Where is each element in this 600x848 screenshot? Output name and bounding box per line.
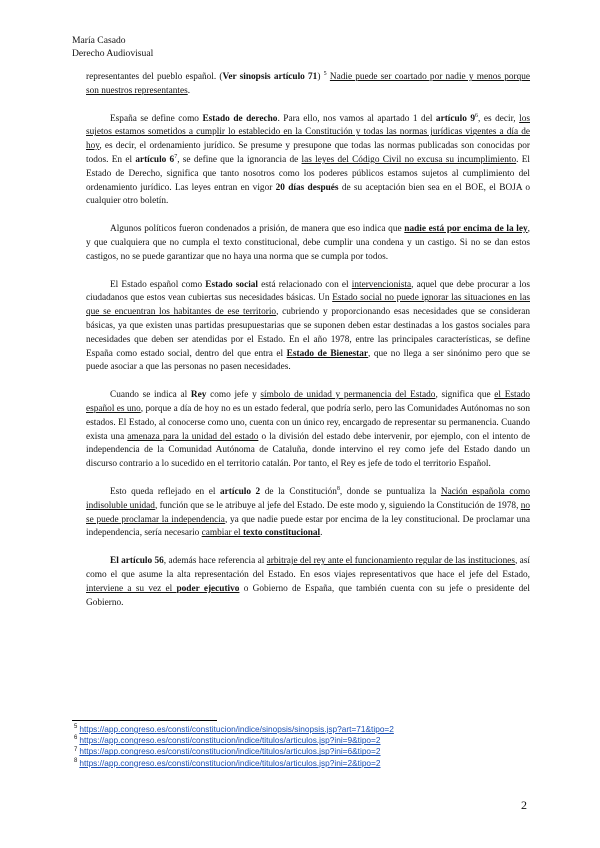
text: o la división del estado debe intervenir, por ejemplo, con el intento de independencia de la Comunidad Autónoma de Cataluña, donde intervino el rey como jefe del Estado dando un discurso contrario a lo sucedido en el territorio catalán. Por tanto, el Rey es jefe de todo el territorio Español.	[86, 431, 530, 470]
text: de la Constitución	[260, 486, 337, 497]
footnote-link[interactable]: https://app.congreso.es/consti/constitucion/indice/titulos/articulos.jsp?ini=9&tipo=2	[79, 735, 381, 746]
text: está relacionado con el	[258, 279, 352, 290]
footnote-item	[74, 735, 394, 746]
underlined-text: interviene a su vez el	[86, 583, 177, 594]
underlined-text: Nadie puede ser coartado por nadie y menos porque son nuestros representantes	[86, 72, 531, 96]
text: )	[317, 72, 324, 82]
text: , función que se le atribuye al jefe del Estado. De este modo y, siguiendo la Constitución de 1978,	[154, 500, 521, 511]
paragraph-condenados	[86, 223, 530, 264]
underlined-text: las leyes del Código Civil no excusa su incumplimiento	[301, 154, 517, 165]
text: .	[320, 528, 323, 539]
document-body	[86, 71, 530, 624]
footnote-separator	[72, 720, 217, 721]
text: , es decir,	[478, 113, 520, 124]
bold-text: 20 días después	[275, 182, 339, 193]
text: , se define que la ignorancia de	[177, 154, 302, 165]
footnote-ref[interactable]: 6	[475, 112, 479, 119]
footnote-item	[74, 724, 394, 735]
bold-text: Ver sinopsis artículo 71	[222, 72, 318, 82]
text: , donde se puntualiza la	[339, 486, 441, 497]
text: , significa que	[435, 390, 495, 401]
footnote-link[interactable]: https://app.congreso.es/consti/constitucion/indice/titulos/articulos.jsp?ini=2&tipo=2	[79, 757, 381, 768]
underlined-text: Nación española como indisoluble unidad	[86, 486, 530, 511]
paragraph-articulo-2	[86, 486, 530, 541]
footnote-link[interactable]: https://app.congreso.es/consti/constitucion/indice/titulos/articulos.jsp?ini=6&tipo=2	[79, 746, 381, 757]
footnote-ref[interactable]: 7	[174, 153, 178, 160]
text: Algunos políticos fueron condenados a prisión, de manera que eso indica que	[110, 224, 405, 235]
underlined-text: amenaza para la unidad del estado	[127, 431, 259, 442]
text: de su aceptación bien sea en el BOE, el BOJA o cualquier otro boletín.	[86, 182, 530, 207]
text: . El Estado de Derecho, significa que tanto nosotros como los poderes públicos estamos sujetos al cumplimiento del ordenamiento jurídico. Las leyes entran en vigor	[86, 154, 530, 193]
text: representantes del pueblo español. (	[86, 72, 223, 82]
bold-text: artículo 2	[220, 486, 261, 497]
text: o Gobierno de España, que también cuenta con su jefe o presidente del Gobierno.	[86, 583, 531, 608]
footnote-ref[interactable]: 8	[336, 485, 340, 492]
author-name: María Casado	[72, 35, 126, 46]
footnote-number: 8	[74, 757, 78, 764]
text: , así como el que asume la alta representación del Estado. En esos viajes representativos que hace el jefe del Estado,	[86, 556, 530, 580]
text: , que no llega a ser sinónimo pero que se puede asociar a que las personas no pasen necesidades.	[86, 348, 530, 373]
footnote-item	[74, 746, 394, 757]
subject-name: Derecho Audiovisual	[72, 48, 154, 59]
bold-underlined-text: texto constitucional	[242, 528, 321, 539]
underlined-text: el Estado español es uno	[86, 390, 531, 414]
paragraph-estado-derecho	[86, 113, 530, 210]
bold-text: artículo 6	[135, 154, 175, 165]
paragraph-0	[86, 71, 530, 99]
paragraph-rey	[86, 389, 530, 472]
footnote-number: 5	[74, 724, 78, 731]
bold-text: artículo 9	[435, 113, 476, 124]
text: , además hace referencia al	[163, 556, 267, 567]
bold-underlined-text: poder ejecutivo	[176, 583, 240, 594]
paragraph-estado-social	[86, 279, 530, 376]
bold-text: Rey	[190, 390, 207, 401]
text: , aquel que debe procurar a los ciudadanos que estos vean cubiertas sus necesidades básicas. Un	[86, 279, 530, 304]
text: Cuando se indica al	[110, 390, 191, 401]
bold-text: El artículo 56	[110, 556, 164, 567]
text: , ya que nadie puede estar por encima de la ley constitucional. De proclamar una independencia, sería necesario	[86, 514, 530, 539]
text: , y que cualquiera que no cumpla el texto constitucional, debe cumplir una condena y un castigo. Si no se dan estos castigos, no se puede garantizar que no haya una norma que se cumpla por todos.	[86, 224, 530, 262]
footnotes	[74, 724, 394, 769]
text: , porque a día de hoy no es un estado federal, que podría serlo, pero las Comunidades Autónomas no son estados. El Estado, al conocerse como uno, cuenta con un único rey, encargado de representar su permanencia. Cuando exista una	[86, 403, 530, 442]
text: El Estado español como	[110, 279, 206, 290]
paragraph-articulo-56	[86, 555, 530, 610]
underlined-text: intervencionista	[351, 279, 412, 290]
bold-underlined-text: Estado de Bienestar	[286, 348, 369, 359]
underlined-text: arbitraje del rey ante el funcionamiento regular de las instituciones	[266, 556, 515, 567]
underlined-text: Estado social no puede ignorar las situaciones en las que se encuentran los habitantes de ese territorio	[86, 293, 530, 318]
footnote-number: 7	[74, 746, 78, 753]
text: .	[187, 85, 191, 96]
underlined-text: símbolo de unidad y permanencia del Estado	[260, 390, 436, 401]
footnote-link[interactable]: https://app.congreso.es/consti/constitucion/indice/sinopsis/sinopsis.jsp?art=71&tipo=2	[79, 724, 394, 734]
page-header	[72, 34, 153, 60]
text: como jefe y	[206, 390, 261, 401]
underlined-text: los sujetos estamos sometidos a cumplir lo establecido en la Constitución y todas las normas jurídicas vigentes a día de hoy	[86, 113, 530, 152]
underlined-text: cambiar el	[201, 528, 243, 539]
text: , es decir, el ordenamiento jurídico. Se presume y presupone que todas las normas publicadas son conocidas por todos. En el	[86, 141, 530, 165]
text: Esto queda reflejado en el	[110, 486, 221, 497]
bold-text: Estado de derecho	[202, 113, 278, 124]
bold-underlined-text: nadie está por encima de la ley	[404, 224, 528, 235]
footnote-ref[interactable]: 5	[323, 70, 327, 77]
footnote-item	[74, 758, 394, 769]
text: . Para ello, nos vamos al apartado 1 del	[277, 113, 436, 124]
bold-text: Estado social	[205, 279, 259, 290]
page-number: 2	[521, 798, 527, 812]
underlined-text: no se puede proclamar la independencia	[86, 500, 531, 525]
text: España se define como	[110, 113, 203, 124]
text: , cubriendo y proporcionando esas necesidades que se consideran básicas, ya que existen unas partidas presupuestarias que se suponen deben estar destinadas a los gastos sociales para necesidades que deben ser atendidas por el Estado. En el año 1978, entre las principales características, se define España como estado social, dentro del que entra el	[86, 307, 530, 359]
footnote-number: 6	[74, 735, 78, 742]
